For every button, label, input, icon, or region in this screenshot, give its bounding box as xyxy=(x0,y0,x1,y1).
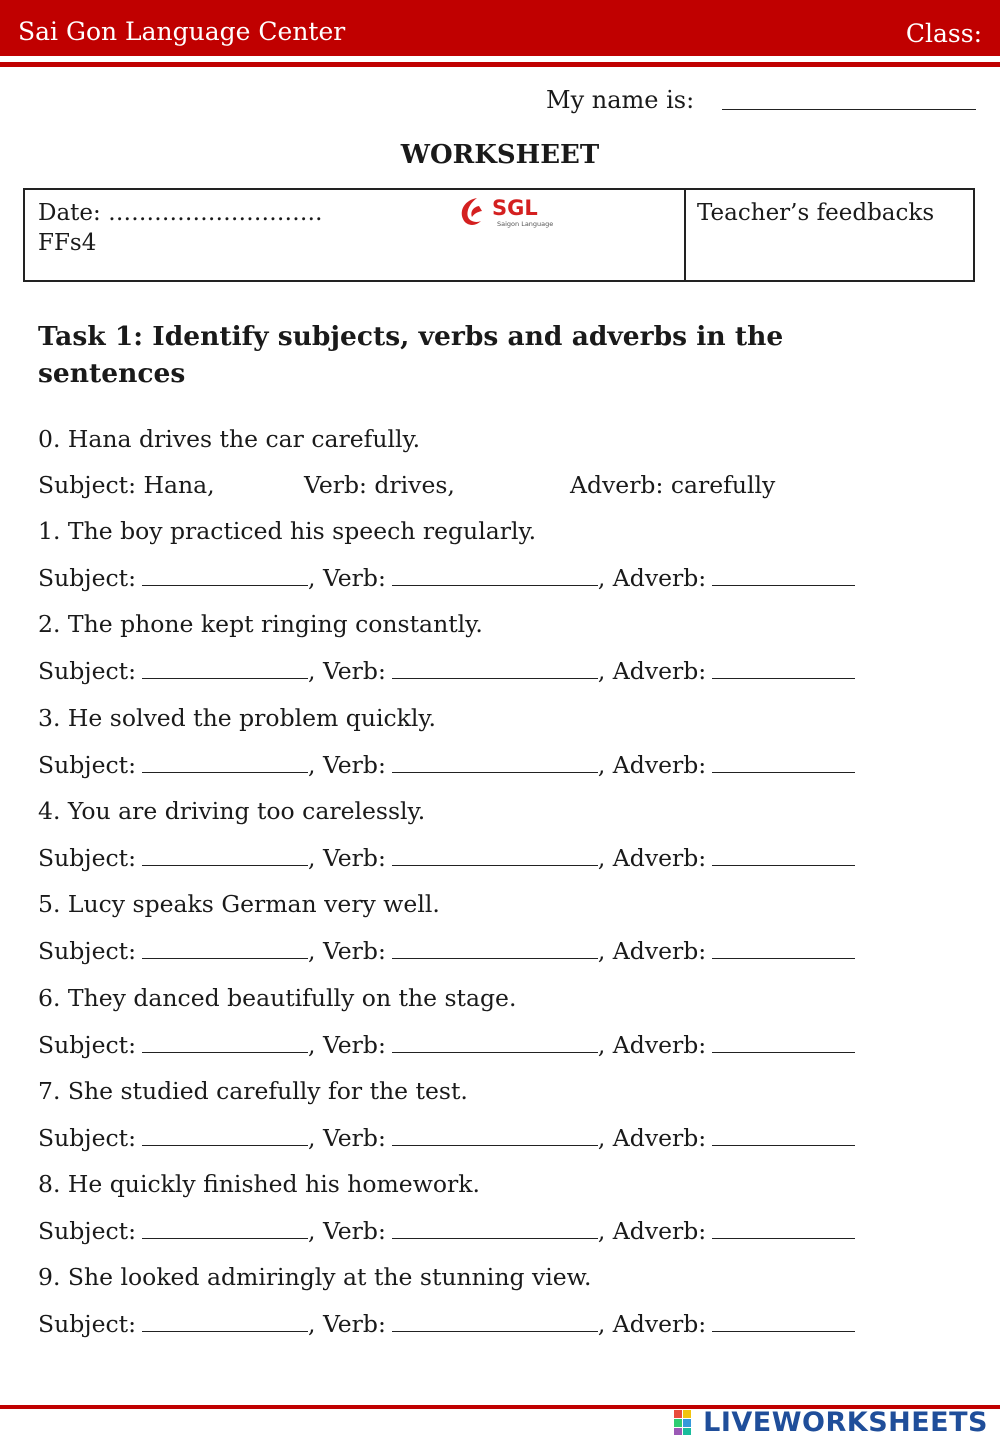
question-sentence: 3. He solved the problem quickly. xyxy=(38,703,437,732)
subject-blank[interactable] xyxy=(142,658,308,679)
subject-label: Subject: xyxy=(38,1310,136,1339)
feedback-label: Teacher’s feedbacks xyxy=(697,200,935,226)
verb-label: , Verb: xyxy=(308,564,386,592)
verb-label: , Verb: xyxy=(308,1030,386,1059)
adverb-blank[interactable] xyxy=(712,1218,855,1239)
verb-label: , Verb: xyxy=(308,1123,386,1152)
question-sentence: 4. You are driving too carelessly. xyxy=(38,796,426,825)
verb-label: , Verb: xyxy=(308,1217,386,1246)
answer-row xyxy=(38,657,855,685)
liveworksheets-logo xyxy=(673,1406,988,1438)
verb-label: , Verb: xyxy=(308,750,386,779)
subject-label: Subject: xyxy=(38,564,136,592)
logo-text: SGL xyxy=(492,196,538,220)
verb-blank[interactable] xyxy=(392,1218,598,1239)
subject-label: Subject: xyxy=(38,843,136,872)
question-sentence: 1. The boy practiced his speech regularly. xyxy=(38,517,537,545)
logo-subtext: Saigon Language xyxy=(497,220,554,228)
info-table xyxy=(23,188,975,282)
adverb-blank[interactable] xyxy=(712,938,855,959)
date-label: Date: ………………………. xyxy=(38,200,323,226)
answer-row xyxy=(38,937,855,965)
subject-label: Subject: xyxy=(38,1123,136,1152)
subject-label: Subject: xyxy=(38,1217,136,1246)
center-name: Sai Gon Language Center xyxy=(18,17,346,46)
subject-blank[interactable] xyxy=(142,565,308,586)
adverb-label: , Adverb: xyxy=(597,1123,707,1152)
answer-row xyxy=(38,751,855,779)
sgl-logo xyxy=(455,192,555,232)
liveworksheets-icon xyxy=(673,1408,701,1436)
adverb-blank[interactable] xyxy=(712,845,855,866)
subject-blank[interactable] xyxy=(142,845,308,866)
subject-label: Subject: xyxy=(38,937,136,966)
example-adverb: Adverb: carefully xyxy=(570,471,776,499)
verb-label: , Verb: xyxy=(308,843,386,872)
verb-blank[interactable] xyxy=(392,565,598,586)
table-divider xyxy=(684,190,686,280)
subject-blank[interactable] xyxy=(142,1125,308,1146)
adverb-label: , Adverb: xyxy=(597,843,707,872)
subject-blank[interactable] xyxy=(142,1218,308,1239)
class-label: Class: xyxy=(905,19,982,48)
name-input-line[interactable] xyxy=(722,109,976,110)
subject-blank[interactable] xyxy=(142,1032,308,1053)
example-subject: Subject: Hana, xyxy=(38,471,215,499)
adverb-label: , Adverb: xyxy=(597,937,707,966)
adverb-label: , Adverb: xyxy=(597,1217,707,1246)
adverb-blank[interactable] xyxy=(712,1125,855,1146)
subject-blank[interactable] xyxy=(142,752,308,773)
adverb-label: , Adverb: xyxy=(597,657,707,686)
question-sentence: 7. She studied carefully for the test. xyxy=(38,1076,468,1105)
answer-row xyxy=(38,844,855,872)
answer-row xyxy=(38,1310,855,1338)
verb-blank[interactable] xyxy=(392,658,598,679)
adverb-blank[interactable] xyxy=(712,1032,855,1053)
answer-row xyxy=(38,564,855,592)
name-label: My name is: xyxy=(546,86,695,114)
course-code: FFs4 xyxy=(38,230,97,256)
task-title: Task 1: Identify subjects, verbs and adverbs in the sentences xyxy=(38,321,784,389)
answer-row xyxy=(38,1124,855,1152)
verb-blank[interactable] xyxy=(392,938,598,959)
answer-row xyxy=(38,1031,855,1059)
verb-blank[interactable] xyxy=(392,1311,598,1332)
liveworksheets-brand: LIVEWORKSHEETS xyxy=(703,1406,988,1438)
adverb-label: , Adverb: xyxy=(597,564,707,592)
question-sentence: 8. He quickly finished his homework. xyxy=(38,1170,480,1199)
subject-label: Subject: xyxy=(38,1030,136,1059)
header-divider xyxy=(0,62,1000,67)
header-bar xyxy=(0,0,1000,56)
subject-blank[interactable] xyxy=(142,938,308,959)
verb-blank[interactable] xyxy=(392,752,598,773)
adverb-blank[interactable] xyxy=(712,658,855,679)
adverb-label: , Adverb: xyxy=(597,1310,707,1339)
verb-label: , Verb: xyxy=(308,657,386,686)
page-title: WORKSHEET xyxy=(400,140,600,170)
adverb-label: , Adverb: xyxy=(597,750,707,779)
verb-label: , Verb: xyxy=(308,1310,386,1339)
question-sentence: 9. She looked admiringly at the stunning view. xyxy=(38,1263,592,1292)
verb-label: , Verb: xyxy=(308,937,386,966)
adverb-blank[interactable] xyxy=(712,1311,855,1332)
verb-blank[interactable] xyxy=(392,845,598,866)
verb-blank[interactable] xyxy=(392,1125,598,1146)
question-sentence: 2. The phone kept ringing constantly. xyxy=(38,610,483,639)
answer-row xyxy=(38,1217,855,1245)
subject-label: Subject: xyxy=(38,657,136,686)
adverb-label: , Adverb: xyxy=(597,1030,707,1059)
question-sentence: 6. They danced beautifully on the stage. xyxy=(38,983,517,1012)
adverb-blank[interactable] xyxy=(712,752,855,773)
adverb-blank[interactable] xyxy=(712,565,855,586)
example-verb: Verb: drives, xyxy=(304,471,455,499)
subject-blank[interactable] xyxy=(142,1311,308,1332)
example-sentence: 0. Hana drives the car carefully. xyxy=(38,425,421,453)
verb-blank[interactable] xyxy=(392,1032,598,1053)
question-sentence: 5. Lucy speaks German very well. xyxy=(38,890,440,919)
subject-label: Subject: xyxy=(38,750,136,779)
